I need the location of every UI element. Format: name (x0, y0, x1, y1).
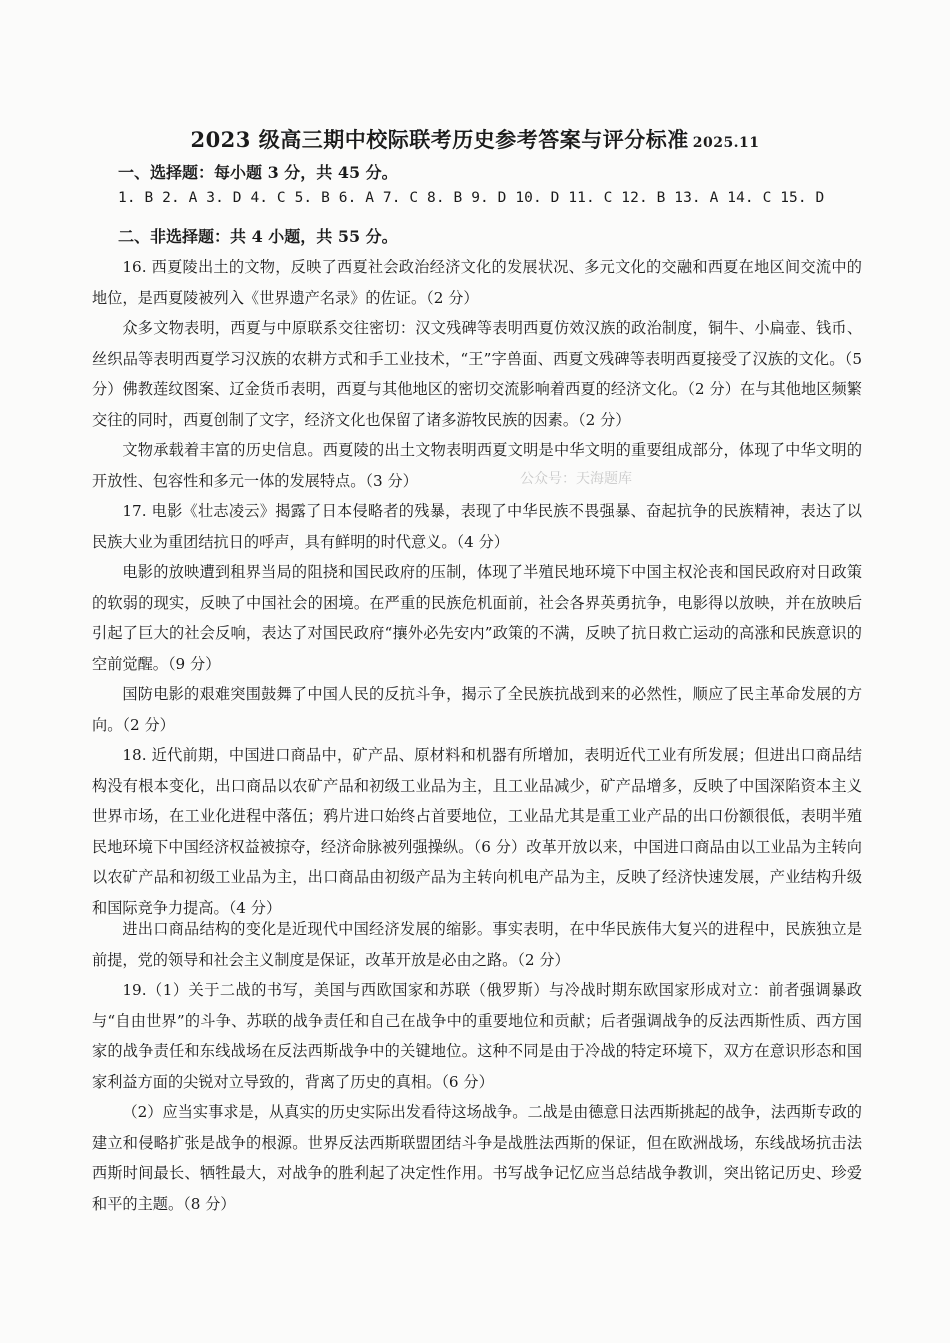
q17-paragraph-1: 17. 电影《壮志凌云》揭露了日本侵略者的残暴，表现了中华民族不畏强暴、奋起抗争的民族精神，表达了以民族大业为重团结抗日的呼声，具有鲜明的时代意义。（4 分） (92, 502, 862, 551)
q18-paragraph-2: 进出口商品结构的变化是近现代中国经济发展的缩影。事实表明，在中华民族伟大复兴的进程中，民族独立是前提，党的领导和社会主义制度是保证，改革开放是必由之路。（2 分） (92, 920, 862, 969)
q16-paragraph-3: 文物承载着丰富的历史信息。西夏陵的出土文物表明西夏文明是中华文明的重要组成部分，体现了中华文明的开放性、包容性和多元一体的发展特点。（3 分） (92, 441, 862, 490)
q19-paragraph-2: （2）应当实事求是，从真实的历史实际出发看待这场战争。二战是由德意日法西斯挑起的战争，法西斯专政的建立和侵略扩张是战争的根源。世界反法西斯联盟团结斗争是战胜法西斯的保证，但在欧洲战场，东线战场抗击法西斯时间最长、牺牲最大，对战争的胜利起了决定性作用。书写战争记忆应当总结战争教训，突出铭记历史、珍爱和平的主题。（8 分） (92, 1103, 862, 1213)
q18-paragraph-1: 18. 近代前期，中国进口商品中，矿产品、原材料和机器有所增加，表明近代工业有所发展；但进出口商品结构没有根本变化，出口商品以农矿产品和初级工业品为主，且工业品减少，矿产品增多，反映了中国深陷资本主义世界市场，在工业化进程中落伍；鸦片进口始终占首要地位，工业品尤其是重工业产品的出口份额很低，表明半殖民地环境下中国经济权益被掠夺，经济命脉被列强操纵。（6 分）改革开放以来，中国进口商品由以工业品为主转向以农矿产品和初级工业品为主，出口商品由初级产品为主转向机电产品为主，反映了经济快速发展，产业结构升级和国际竞争力提高。（4 分） (92, 746, 862, 917)
watermark-text: 公众号：天海题库 (520, 471, 632, 487)
q19-paragraph-1: 19.（1）关于二战的书写，美国与西欧国家和苏联（俄罗斯）与冷战时期东欧国家形成对立：前者强调暴政与“自由世界”的斗争、苏联的战争责任和自己在战争中的重要地位和贡献；后者强调战争的反法西斯性质、西方国家的战争责任和东线战场在反法西斯战争中的关键地位。这种不同是由于冷战的特定环境下，双方在意识形态和国家利益方面的尖锐对立导致的，背离了历史的真相。（6 分） (92, 981, 862, 1091)
q16-paragraph-2: 众多文物表明，西夏与中原联系交往密切：汉文残碑等表明西夏仿效汉族的政治制度，铜牛、小扁壶、钱币、丝织品等表明西夏学习汉族的农耕方式和手工业技术，“王”字兽面、西夏文残碑等表明西夏接受了汉族的文化。（5 分）佛教莲纹图案、辽金货币表明，西夏与其他地区的密切交流影响着西夏的经济文化。（2 分）在与其他地区频繁交往的同时，西夏创制了文字，经济文化也保留了诸多游牧民族的因素。（2 分） (92, 319, 862, 429)
exam-date: 2025.11 (692, 135, 760, 151)
q16-paragraph-1: 16. 西夏陵出土的文物，反映了西夏社会政治经济文化的发展状况、多元文化的交融和西夏在地区间交流中的地位，是西夏陵被列入《世界遗产名录》的佐证。（2 分） (92, 258, 862, 307)
title-text: 2023 级高三期中校际联考历史参考答案与评分标准 (190, 127, 689, 152)
section-heading-nonchoice: 二、非选择题：共 4 小题，共 55 分。 (118, 227, 398, 246)
choice-answer-key: 1. B 2. A 3. D 4. C 5. B 6. A 7. C 8. B 9. D 10. D 11. C 12. B 13. A 14. C 15. D (118, 190, 825, 206)
q17-paragraph-3: 国防电影的艰难突围鼓舞了中国人民的反抗斗争，揭示了全民族抗战到来的必然性，顺应了民主革命发展的方向。（2 分） (92, 685, 862, 734)
page-title (0, 124, 950, 154)
q17-paragraph-2: 电影的放映遭到租界当局的阻挠和国民政府的压制，体现了半殖民地环境下中国主权沦丧和国民政府对日政策的软弱的现实，反映了中国社会的困境。在严重的民族危机面前，社会各界英勇抗争，电影得以放映，并在放映后引起了巨大的社会反响，表达了对国民政府“攘外必先安内”政策的不满，反映了抗日救亡运动的高涨和民族意识的空前觉醒。（9 分） (92, 563, 862, 673)
section-heading-choice: 一、选择题：每小题 3 分，共 45 分。 (118, 163, 398, 182)
